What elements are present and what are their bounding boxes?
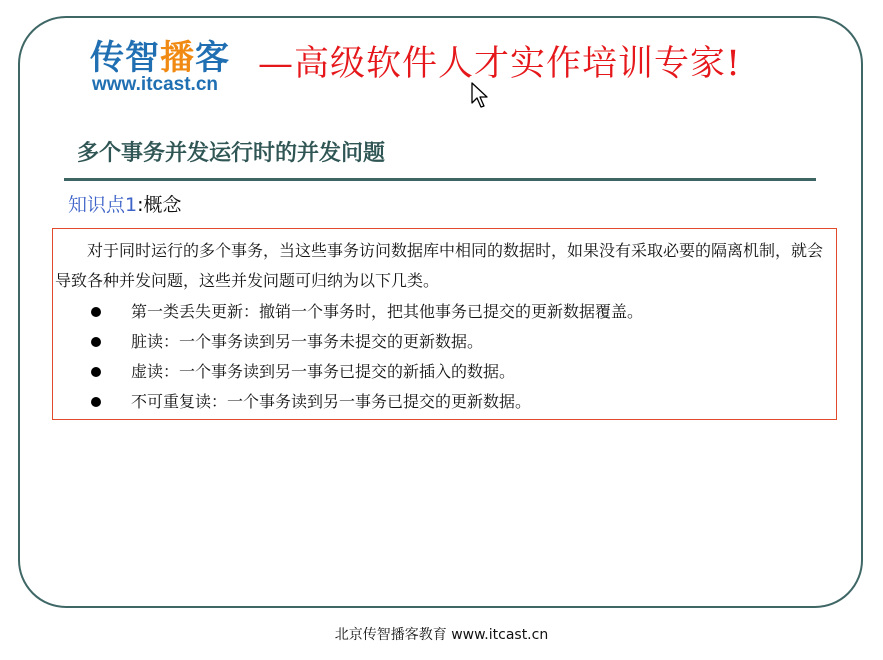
mouse-pointer-icon: [471, 82, 489, 110]
intro-paragraph: 对于同时运行的多个事务，当这些事务访问数据库中相同的数据时，如果没有采取必要的隔离机制，就会导致各种并发问题，这些并发问题可归纳为以下几类。: [55, 241, 824, 290]
knowledge-point-label: 知识点1: [68, 194, 138, 216]
bullet-dot-icon: [91, 337, 101, 347]
bullet-dot-icon: [91, 307, 101, 317]
bullet-dot-icon: [91, 367, 101, 377]
bullet-text: 不可重复读：一个事务读到另一事务已提交的更新数据。: [131, 392, 532, 411]
footer: 北京传智播客教育 www.itcast.cn: [334, 627, 549, 643]
knowledge-point-colon: :: [137, 194, 144, 216]
logo-text: [90, 30, 230, 79]
bullet-text: 第一类丢失更新：撤销一个事务时，把其他事务已提交的更新数据覆盖。: [131, 302, 644, 321]
logo-text-part3: 客: [195, 38, 230, 78]
logo-text-part2: 播: [160, 38, 195, 78]
slide-title: 多个事务并发运行时的并发问题: [77, 141, 386, 166]
title-divider: [64, 178, 816, 181]
logo-url: www.itcast.cn: [92, 74, 218, 95]
bullet-dot-icon: [91, 397, 101, 407]
slogan: —高级软件人才实作培训专家!: [258, 44, 742, 84]
logo: [90, 30, 260, 100]
content-box: [52, 228, 837, 420]
knowledge-point-text: 概念: [143, 194, 182, 216]
knowledge-point: [68, 190, 182, 217]
bullet-text: 虚读：一个事务读到另一事务已提交的新插入的数据。: [131, 362, 516, 381]
bullet-text: 脏读：一个事务读到另一事务未提交的更新数据。: [131, 332, 484, 351]
logo-text-part1: 传智: [90, 38, 160, 78]
